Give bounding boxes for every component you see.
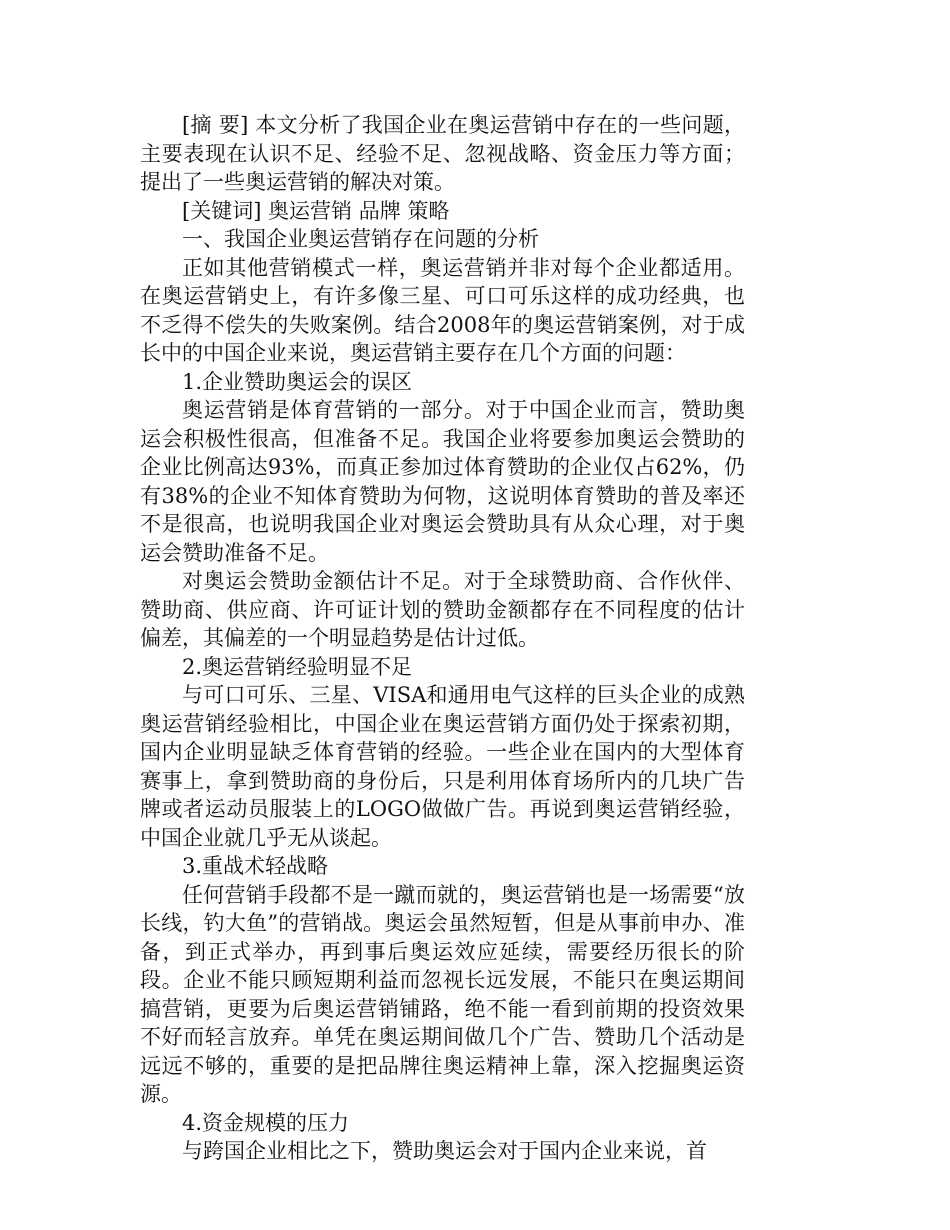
abstract-paragraph: [摘 要] 本文分析了我国企业在奥运营销中存在的一些问题，主要表现在认识不足、经验不足、忽视战略、资金压力等方面；提出了一些奥运营销的解决对策。 <box>140 113 745 194</box>
body-paragraph: 与可口可乐、三星、VISA和通用电气这样的巨头企业的成熟奥运营销经验相比，中国企业在奥运营销方面仍处于探索初期，国内企业明显缺乏体育营销的经验。一些企业在国内的大型体育赛事上，拿到赞助商的身份后，只是利用体育场所内的几块广告牌或者运动员服装上的LOGO做做广告。再说到奥运营销经验，中国企业就几乎无从谈起。 <box>140 683 745 850</box>
body-paragraph: 对奥运会赞助金额估计不足。对于全球赞助商、合作伙伴、赞助商、供应商、许可证计划的赞助金额都存在不同程度的估计偏差，其偏差的一个明显趋势是估计过低。 <box>140 569 745 650</box>
subsection-title-2: 2.奥运营销经验明显不足 <box>182 654 413 679</box>
document-body <box>140 111 745 1166</box>
body-paragraph: 与跨国企业相比之下，赞助奥运会对于国内企业来说，首 <box>182 1139 707 1163</box>
subsection-title-4: 4.资金规模的压力 <box>182 1110 350 1135</box>
keywords-line: [关键词] 奥运营销 品牌 策略 <box>182 198 450 223</box>
body-paragraph: 任何营销手段都不是一蹴而就的，奥运营销也是一场需要“放长线，钓大鱼”的营销战。奥运会虽然短暂，但是从事前申办、准备，到正式举办，再到事后奥运效应延续，需要经历很长的阶段。企业不能只顾短期利益而忽视长远发展，不能只在奥运期间搞营销，更要为后奥运营销铺路，绝不能一看到前期的投资效果不好而轻言放弃。单凭在奥运期间做几个广告、赞助几个活动是远远不够的，重要的是把品牌往奥运精神上靠，深入挖掘奥运资源。 <box>140 882 745 1106</box>
section-title: 一、我国企业奥运营销存在问题的分析 <box>182 227 539 251</box>
subsection-title-1: 1.企业赞助奥运会的误区 <box>182 369 413 394</box>
intro-paragraph: 正如其他营销模式一样，奥运营销并非对每个企业都适用。在奥运营销史上，有许多像三星、可口可乐这样的成功经典，也不乏得不偿失的失败案例。结合2008年的奥运营销案例，对于成长中的中国企业来说，奥运营销主要存在几个方面的问题： <box>140 255 745 365</box>
body-paragraph: 奥运营销是体育营销的一部分。对于中国企业而言，赞助奥运会积极性很高，但准备不足。我国企业将要参加奥运会赞助的企业比例高达93%，而真正参加过体育赞助的企业仅占62%，仍有38%的企业不知体育赞助为何物，这说明体育赞助的普及率还不是很高，也说明我国企业对奥运会赞助具有从众心理，对于奥运会赞助准备不足。 <box>140 398 745 565</box>
subsection-title-3: 3.重战术轻战略 <box>182 854 329 878</box>
